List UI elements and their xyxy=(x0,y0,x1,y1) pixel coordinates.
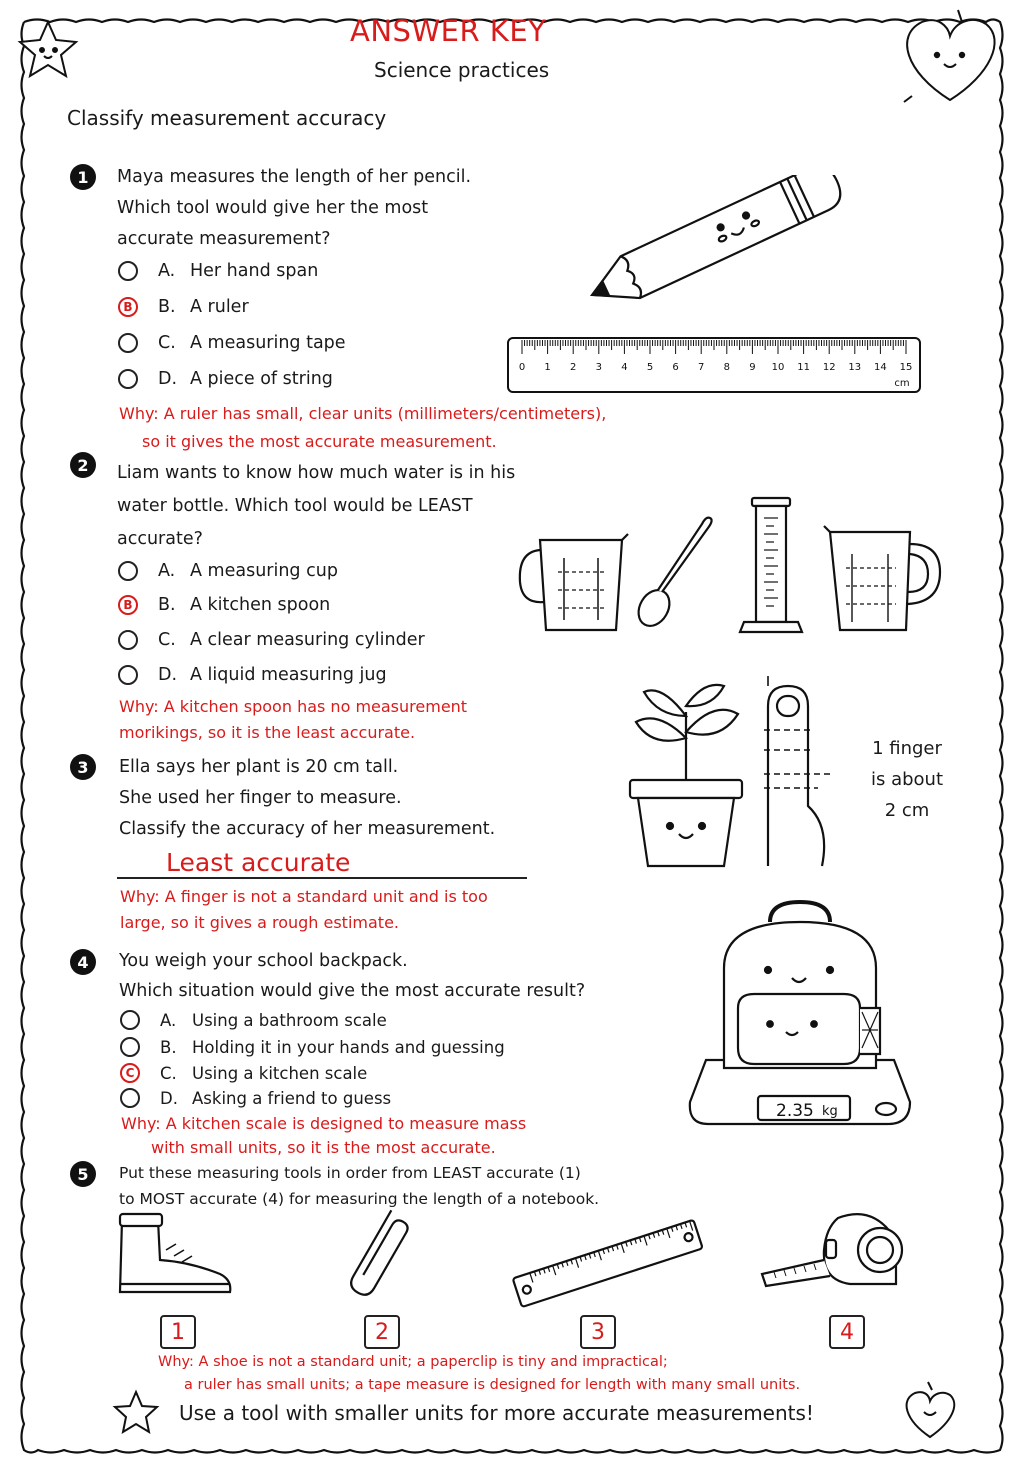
option-text: A liquid measuring jug xyxy=(190,665,387,685)
shoe-icon xyxy=(120,1214,230,1292)
measuring-jug-icon xyxy=(824,526,940,630)
answer-key-title: ANSWER KEY xyxy=(350,14,547,48)
radio-circle[interactable] xyxy=(120,1010,140,1030)
q1-option-d[interactable] xyxy=(118,369,333,389)
question-line: accurate measurement? xyxy=(117,229,331,249)
question-number-3: 3 xyxy=(70,754,96,780)
ruler-tick-label: 4 xyxy=(621,362,628,373)
radio-circle-selected[interactable]: B xyxy=(118,595,138,615)
radio-circle[interactable] xyxy=(120,1037,140,1057)
ruler-tick-label: 5 xyxy=(646,362,654,373)
q4-why-line-2: with small units, so it is the most accurate. xyxy=(151,1138,496,1157)
option-letter: D. xyxy=(158,369,178,389)
q1-option-c[interactable] xyxy=(118,333,346,353)
liquid-tools-illustration xyxy=(512,492,946,642)
star-outline-icon xyxy=(115,1392,157,1432)
radio-circle[interactable] xyxy=(118,261,138,281)
option-letter: D. xyxy=(160,1088,178,1108)
option-letter: B. xyxy=(160,1037,177,1057)
ruler-illustration xyxy=(506,336,922,394)
ruler-tick-label: 1 xyxy=(544,362,551,373)
q2-option-c[interactable] xyxy=(118,630,425,650)
question-line: to MOST accurate (4) for measuring the length of a notebook. xyxy=(119,1190,600,1208)
question-line: Classify the accuracy of her measurement. xyxy=(119,819,496,839)
question-2-text xyxy=(117,457,515,556)
section-title: Classify measurement accuracy xyxy=(67,106,387,130)
question-number-2: 2 xyxy=(70,452,96,478)
ruler-tick-label: 2 xyxy=(570,362,577,373)
finger-note-line: is about xyxy=(870,769,944,790)
rank-box-3[interactable]: 3 xyxy=(580,1315,616,1349)
option-letter: C. xyxy=(158,630,176,650)
q2-option-d[interactable] xyxy=(118,665,387,685)
backpack-icon xyxy=(724,902,880,1068)
option-text: Her hand span xyxy=(190,261,319,281)
scale-reading: 2.35 xyxy=(776,1101,814,1121)
option-text: Using a kitchen scale xyxy=(192,1063,368,1083)
ruler-unit-label: cm xyxy=(894,378,910,389)
heart-icon xyxy=(907,20,994,100)
potted-plant-icon xyxy=(630,685,742,866)
option-text: A piece of string xyxy=(190,369,333,389)
q1-why-line-2: so it gives the most accurate measurement. xyxy=(142,432,497,451)
q2-option-a[interactable] xyxy=(118,561,338,581)
backpack-scale-illustration xyxy=(684,898,916,1134)
question-number-4: 4 xyxy=(70,949,96,975)
q2-why-line-1: Why: A kitchen spoon has no measurement xyxy=(119,697,468,716)
option-text: Asking a friend to guess xyxy=(192,1088,392,1108)
footer-tip: Use a tool with smaller units for more accurate measurements! xyxy=(179,1401,814,1425)
ruler-tick-label: 3 xyxy=(595,362,602,373)
q2-why-line-2: morikings, so it is the least accurate. xyxy=(119,723,416,742)
ruler-tick-label: 11 xyxy=(797,362,810,373)
radio-circle[interactable] xyxy=(118,561,138,581)
option-text: A ruler xyxy=(190,297,249,317)
q3-answer-text: Least accurate xyxy=(166,848,351,877)
q5-why-line-1: Why: A shoe is not a standard unit; a paperclip is tiny and impractical; xyxy=(158,1354,668,1370)
option-text: A clear measuring cylinder xyxy=(190,630,425,650)
finger-icon xyxy=(764,676,832,866)
question-4-text xyxy=(119,946,585,1006)
pencil-illustration xyxy=(560,175,865,305)
option-text: A measuring cup xyxy=(190,561,338,581)
subtitle: Science practices xyxy=(374,58,550,82)
question-line: accurate? xyxy=(117,529,203,549)
q4-why-line-1: Why: A kitchen scale is designed to measure mass xyxy=(121,1114,527,1133)
radio-circle-selected[interactable]: B xyxy=(118,297,138,317)
option-text: A kitchen spoon xyxy=(190,595,331,615)
q3-why-line-2: large, so it gives a rough estimate. xyxy=(120,913,399,932)
radio-circle[interactable] xyxy=(120,1088,140,1108)
option-letter: A. xyxy=(160,1010,177,1030)
question-line: Maya measures the length of her pencil. xyxy=(117,167,472,187)
radio-circle[interactable] xyxy=(118,630,138,650)
finger-note xyxy=(862,733,952,826)
option-letter: A. xyxy=(158,261,176,281)
rank-box-4[interactable]: 4 xyxy=(829,1315,865,1349)
ruler-tick-label: 10 xyxy=(771,362,785,373)
option-letter: A. xyxy=(158,561,176,581)
question-line: water bottle. Which tool would be LEAST xyxy=(117,496,473,516)
option-text: Using a bathroom scale xyxy=(192,1010,387,1030)
question-line: You weigh your school backpack. xyxy=(119,951,408,971)
q2-option-b[interactable] xyxy=(118,595,330,615)
measuring-cup-icon xyxy=(520,534,628,630)
ruler-tick-label: 7 xyxy=(698,362,705,373)
kitchen-spoon-icon xyxy=(632,518,711,632)
question-line: Put these measuring tools in order from LEAST accurate (1) xyxy=(119,1164,581,1182)
q4-option-d[interactable] xyxy=(120,1088,391,1108)
q4-option-c[interactable] xyxy=(120,1063,367,1083)
q4-option-b[interactable] xyxy=(120,1037,505,1057)
finger-note-line: 1 finger xyxy=(872,738,942,759)
question-line: She used her finger to measure. xyxy=(119,788,402,808)
ruler-tick-label: 8 xyxy=(723,362,730,373)
rank-box-2[interactable]: 2 xyxy=(364,1315,400,1349)
question-3-text xyxy=(119,752,495,845)
option-letter: B. xyxy=(158,297,176,317)
q3-why-line-1: Why: A finger is not a standard unit and is too xyxy=(120,887,488,906)
q1-option-b[interactable] xyxy=(118,297,249,317)
option-text: Holding it in your hands and guessing xyxy=(192,1037,505,1057)
question-number-1: 1 xyxy=(70,164,96,190)
ruler-icon xyxy=(513,1220,703,1307)
q1-option-a[interactable] xyxy=(118,261,318,281)
radio-circle-selected[interactable]: C xyxy=(120,1063,140,1083)
radio-circle[interactable] xyxy=(118,665,138,685)
question-line: Which tool would give her the most xyxy=(117,198,429,218)
option-text: A measuring tape xyxy=(190,333,346,353)
question-1-text xyxy=(117,162,471,255)
ruler-tick-label: 12 xyxy=(822,362,836,373)
tape-measure-icon xyxy=(762,1214,902,1286)
option-letter: C. xyxy=(158,333,176,353)
question-line: Which situation would give the most accurate result? xyxy=(119,981,586,1001)
finger-note-line: 2 cm xyxy=(884,800,930,821)
length-tools-illustration xyxy=(110,1200,910,1308)
paperclip-icon xyxy=(347,1210,412,1298)
star-icon xyxy=(20,22,76,76)
question-line: Liam wants to know how much water is in his xyxy=(117,463,516,483)
ruler-tick-label: 6 xyxy=(672,362,679,373)
answer-line[interactable] xyxy=(117,877,527,879)
measuring-cylinder-icon xyxy=(740,498,802,632)
option-letter: B. xyxy=(158,595,176,615)
question-number-5: 5 xyxy=(70,1161,96,1187)
scale-unit: kg xyxy=(822,1104,838,1119)
plant-finger-illustration xyxy=(622,676,840,872)
ruler-tick-label: 0 xyxy=(518,362,526,373)
ruler-tick-label: 9 xyxy=(749,362,756,373)
option-letter: C. xyxy=(160,1063,177,1083)
q1-why-line-1: Why: A ruler has small, clear units (millimeters/centimeters), xyxy=(119,404,607,423)
ruler-tick-label: 13 xyxy=(848,362,862,373)
radio-circle[interactable] xyxy=(118,369,138,389)
ruler-tick-label: 14 xyxy=(874,362,887,373)
ruler-tick-label: 15 xyxy=(899,362,913,373)
radio-circle[interactable] xyxy=(118,333,138,353)
q4-option-a[interactable] xyxy=(120,1010,387,1030)
option-letter: D. xyxy=(158,665,178,685)
question-line: Ella says her plant is 20 cm tall. xyxy=(119,757,399,777)
rank-box-1[interactable]: 1 xyxy=(160,1315,196,1349)
q5-why-line-2: a ruler has small units; a tape measure is designed for length with many small units. xyxy=(184,1377,801,1393)
